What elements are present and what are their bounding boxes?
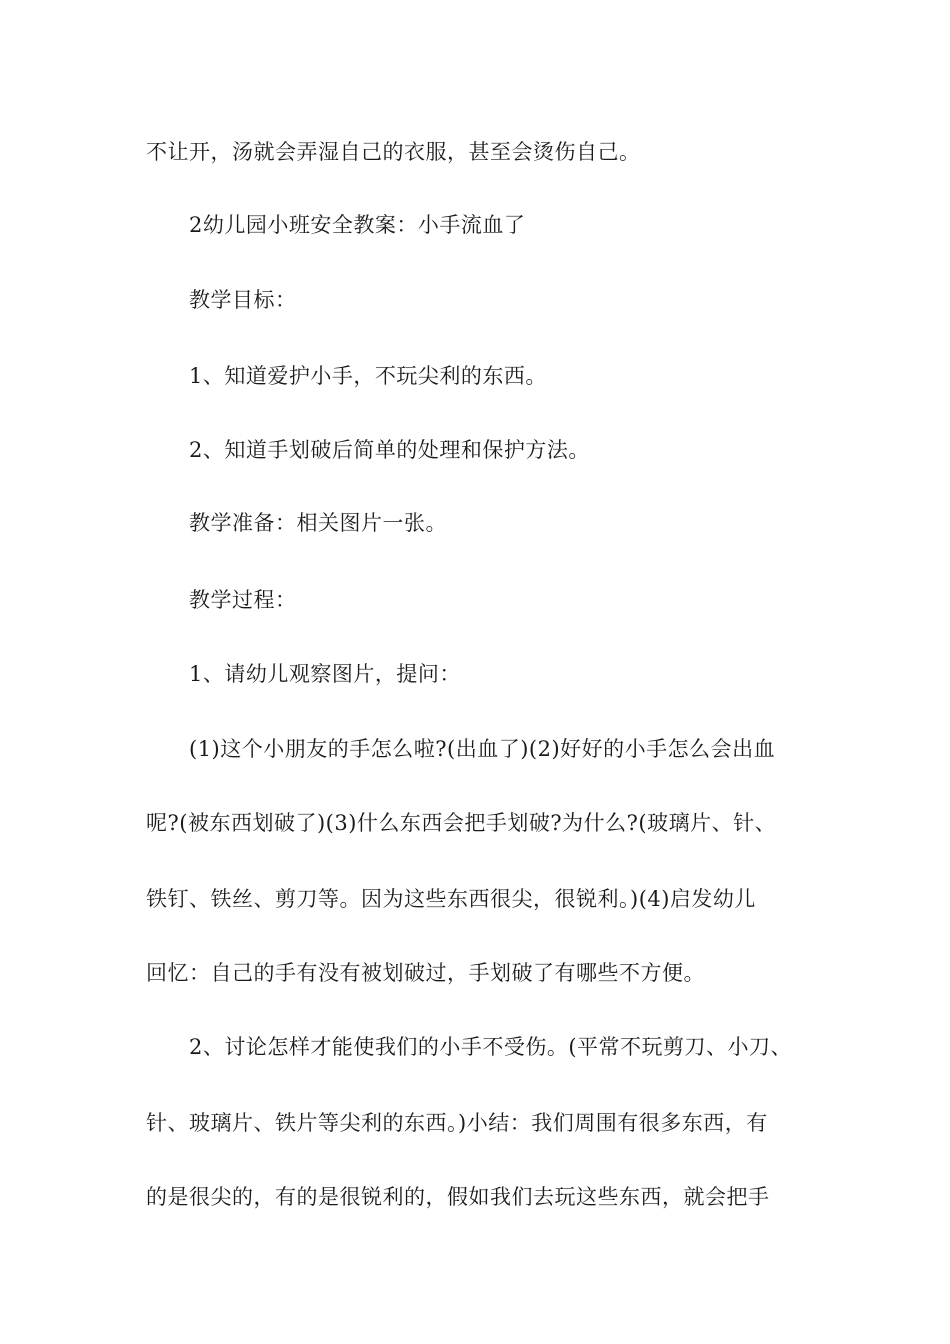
preparation-line: 教学准备：相关图片一张。 (189, 511, 447, 535)
process-step-2: 2、讨论怎样才能使我们的小手不受伤。(平常不玩剪刀、小刀、 (189, 1035, 793, 1059)
goal-item-2: 2、知道手划破后简单的处理和保护方法。 (189, 438, 590, 462)
goal-item-1: 1、知道爱护小手，不玩尖利的东西。 (189, 364, 547, 388)
paragraph-line: 不让开，汤就会弄湿自己的衣服，甚至会烫伤自己。 (146, 140, 641, 164)
subheading-process: 教学过程： (189, 588, 297, 612)
paragraph-line: 针、玻璃片、铁片等尖利的东西。)小结：我们周围有很多东西，有 (146, 1111, 768, 1135)
section-heading: 2幼儿园小班安全教案：小手流血了 (189, 213, 526, 237)
paragraph-line: (1)这个小朋友的手怎么啦?(出血了)(2)好好的小手怎么会出血 (189, 737, 776, 761)
paragraph-line: 铁钉、铁丝、剪刀等。因为这些东西很尖，很锐利。)(4)启发幼儿 (146, 887, 756, 911)
paragraph-line: 呢?(被东西划破了)(3)什么东西会把手划破?为什么?(玻璃片、针、 (146, 811, 777, 835)
paragraph-line: 回忆：自己的手有没有被划破过，手划破了有哪些不方便。 (146, 961, 705, 985)
process-step-1: 1、请幼儿观察图片，提问： (189, 662, 461, 686)
subheading-goals: 教学目标： (189, 288, 297, 312)
paragraph-line: 的是很尖的，有的是很锐利的，假如我们去玩这些东西，就会把手 (146, 1185, 770, 1209)
